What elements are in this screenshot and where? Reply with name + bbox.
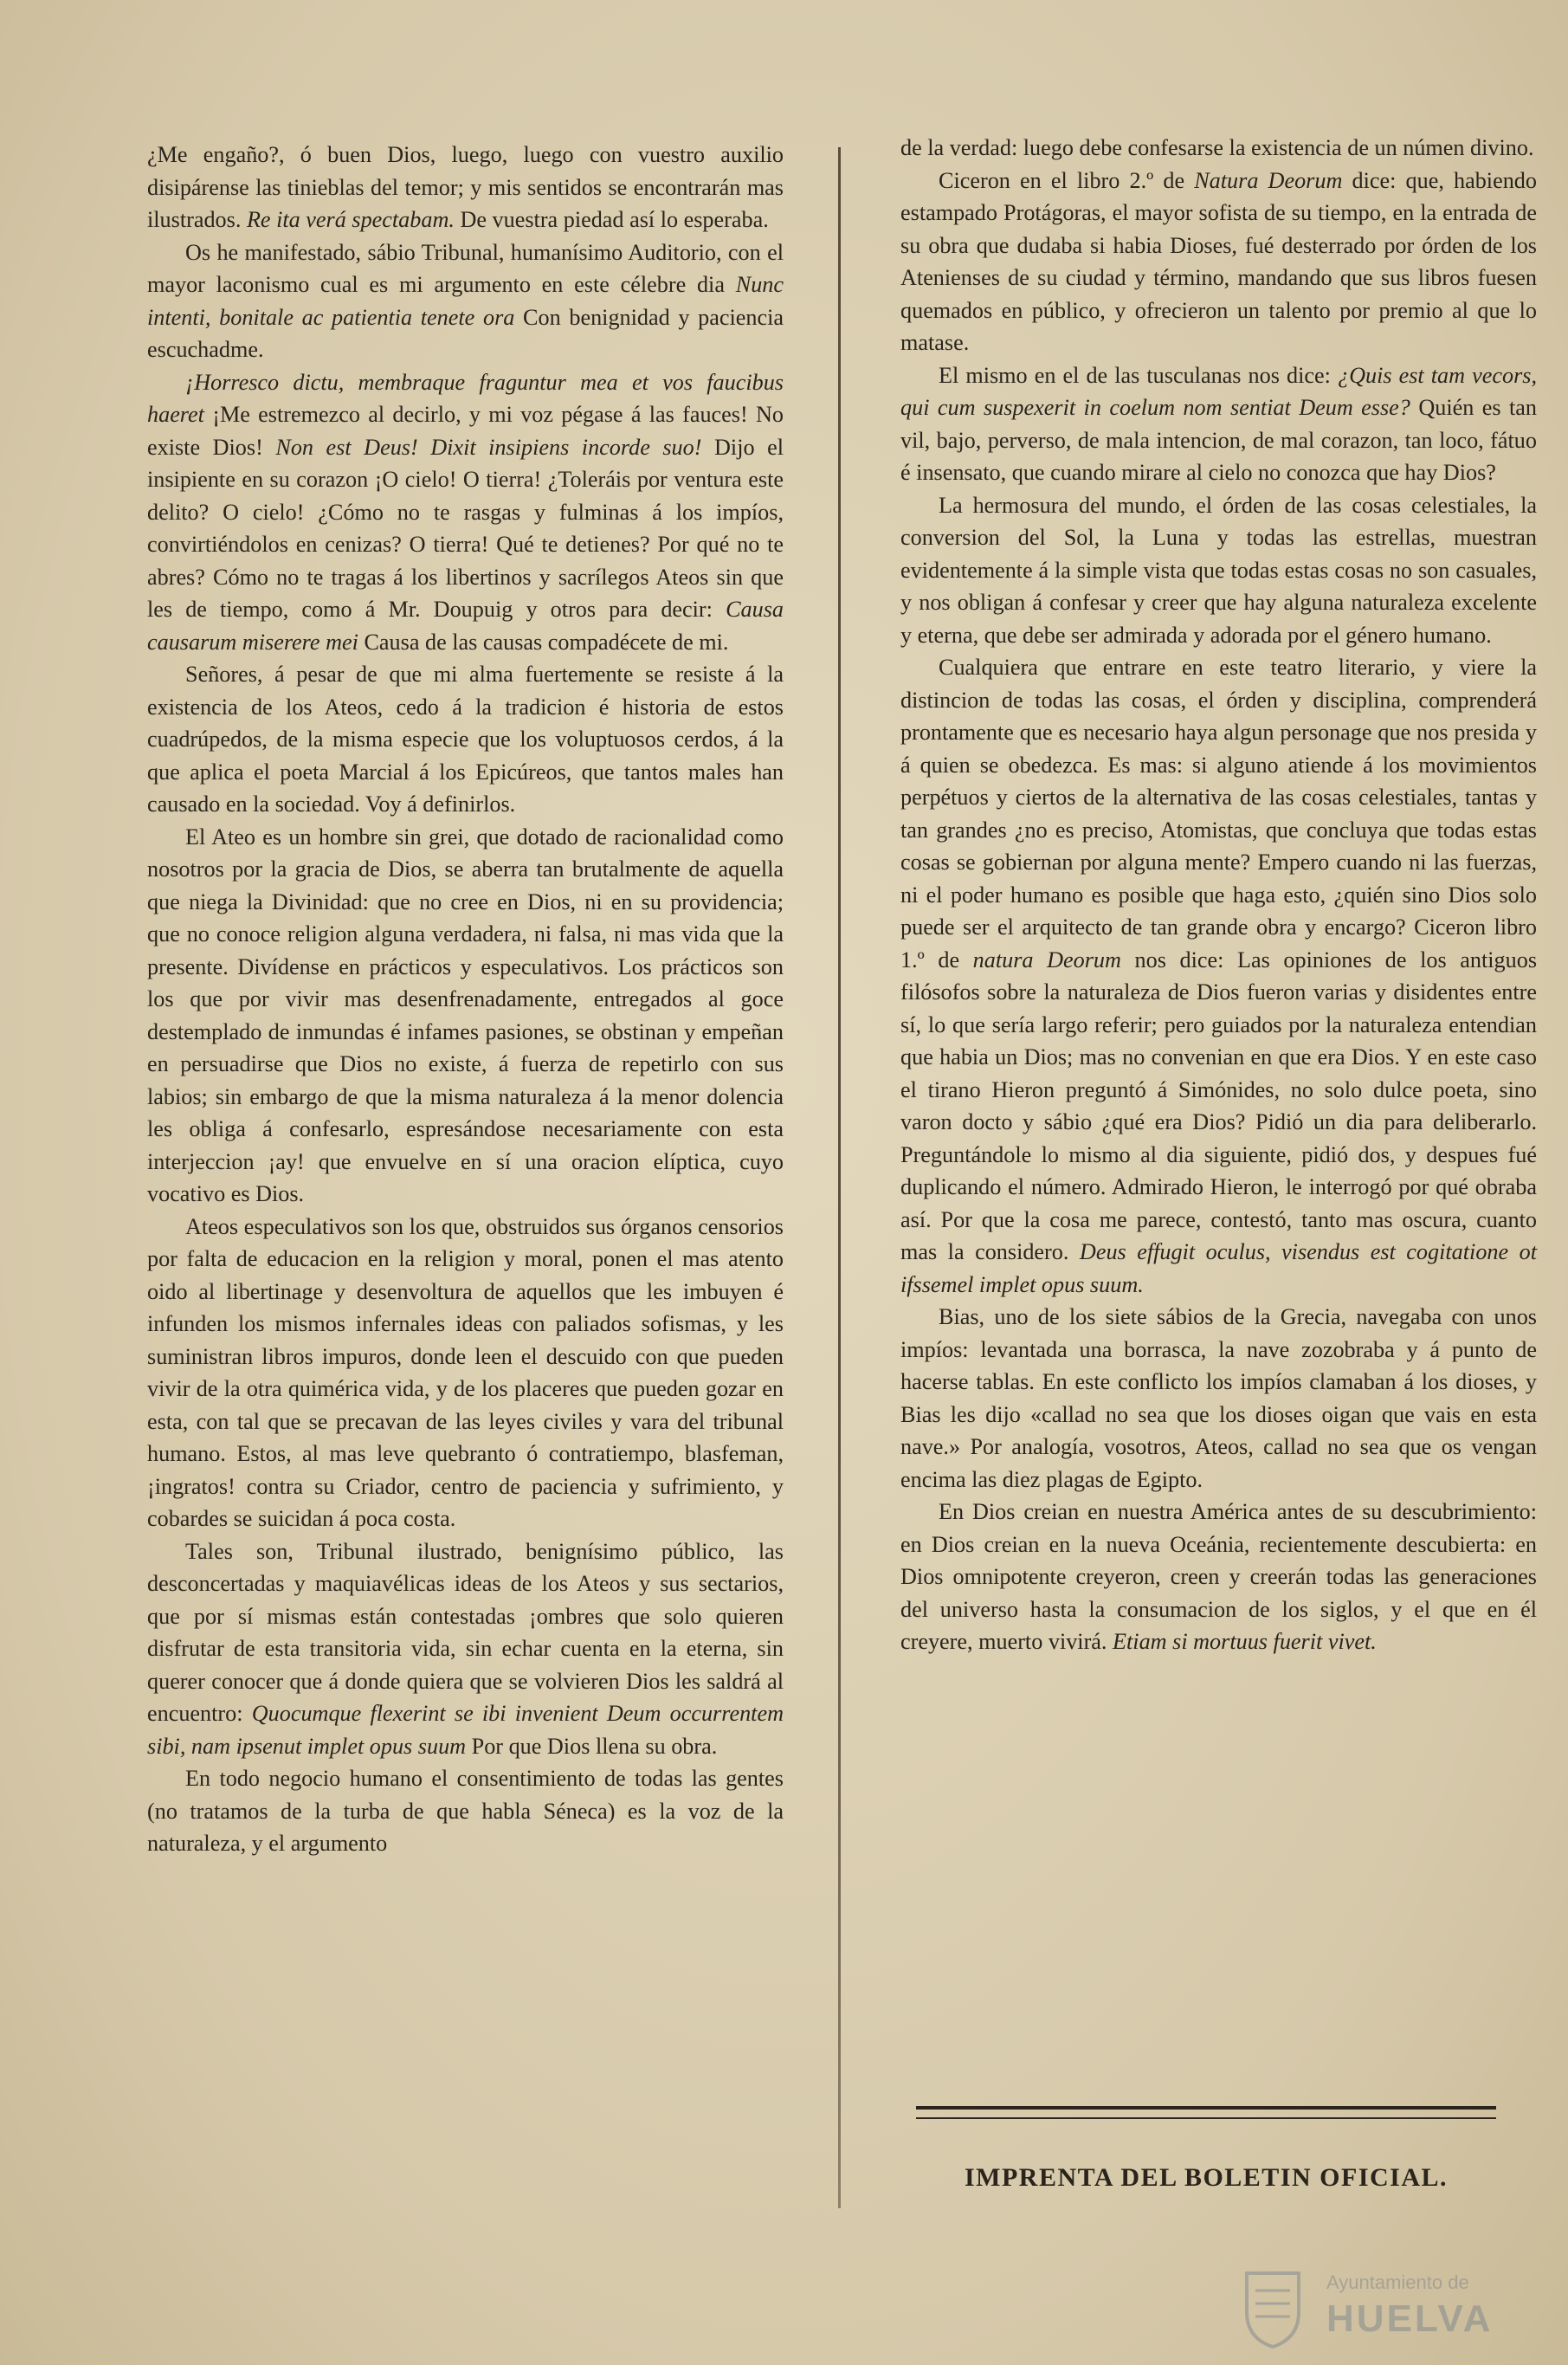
paragraph: En todo negocio humano el consentimiento de todas las gentes (no tratamos de la turba de que habla Séneca) es la voz de la naturaleza, y el argumento xyxy=(147,1766,784,1856)
right-column xyxy=(900,132,1537,1658)
footer-rule xyxy=(916,2106,1496,2119)
crest-icon xyxy=(1229,2265,1316,2351)
paragraph: Señores, á pesar de que mi alma fuertemente se resiste á la existencia de los Ateos, cedo á la tradicion é historia de estos cuadrúpedos, de la misma especie que los voluptuosos cerdos, á la que aplica el poeta Marcial á los Epicúreos, que tantos males han causado en la sociedad. Voy á definirlos. xyxy=(147,662,784,817)
watermark-line-2: HUELVA xyxy=(1326,2297,1494,2340)
paragraph: En Dios creian en nuestra América antes de su descubrimiento: en Dios creian en la nueva Oceánia, recientemente descubierta: en Dios omnipotente creyeron, creen y creerán todas las generaciones del universo hasta la consumacion de los siglos, y el que en él creyere, muerto vivirá. Etiam si mortuus fuerit vivet. xyxy=(900,1499,1537,1654)
paragraph: ¿Me engaño?, ó buen Dios, luego, luego con vuestro auxilio disipárense las tinieblas del temor; y mis sentidos se encontrarán mas ilustrados. Re ita verá spectabam. De vuestra piedad así lo esperaba. xyxy=(147,142,784,232)
column-divider xyxy=(838,147,841,2208)
paragraph: Ciceron en el libro 2.º de Natura Deorum dice: que, habiendo estampado Protágoras, el mayor sofista de su tiempo, en la entrada de su obra que dudaba si habia Dioses, fué desterrado por órden de los Atenienses de su ciudad y término, mandando que sus libros fuesen quemados en público, y ofrecieron un talento por premio al que lo matase. xyxy=(900,167,1537,355)
paragraph: El mismo en el de las tusculanas nos dice: ¿Quis est tam vecors, qui cum suspexerit in coelum nom sentiat Deum esse? Quién es tan vil, bajo, perverso, de mala intencion, de mal corazon, tan loco, fátuo é insensato, que cuando mirare al cielo no conozca que hay Dios? xyxy=(900,362,1537,485)
imprint-line: IMPRENTA DEL BOLETIN OFICIAL. xyxy=(964,2163,1449,2192)
paragraph: El Ateo es un hombre sin grei, que dotado de racionalidad como nosotros por la gracia de Dios, se aberra tan brutalmente de aquella que niega la Divinidad: que no cree en Dios, ni en su providencia; que no conoce religion alguna verdadera, ni falsa, ni mas vida que la presente. Divídense en prácticos y especulativos. Los prácticos son los que por vivir mas desenfrenadamente, entregados al goce destemplado de inmundas é infames pasiones, se obstinan y empeñan en persuadirse que Dios no existe, á fuerza de repetirlo con sus labios; sin embargo de que la misma naturaleza á la menor dolencia les obliga á confesarlo, espresándose necesariamente con esta interjeccion ¡ay! que envuelve en sí una oracion elíptica, cuyo vocativo es Dios. xyxy=(147,824,784,1206)
paragraph: Tales son, Tribunal ilustrado, benignísimo público, las desconcertadas y maquiavélicas ideas de los Ateos y sus sectarios, que por sí mismas están contestadas ¡ombres que solo quieren disfrutar de esta transitoria vida, sin echar cuenta en la eterna, sin querer conocer que á donde quiera que se volvieren Dios les saldrá al encuentro: Quocumque flexerint se ibi invenient Deum occurrentem sibi, nam ipsenut implet opus suum Por que Dios llena su obra. xyxy=(147,1538,784,1759)
paragraph: ¡Horresco dictu, membraque fraguntur mea et vos faucibus haeret ¡Me estremezco al decirlo, y mi voz pégase á las fauces! No existe Dios! Non est Deus! Dixit insipiens incorde suo! Dijo el insipiente en su corazon ¡O cielo! O tierra! ¿Toleráis por ventura este delito? O cielo! ¿Cómo no te rasgas y fulminas á los impíos, convirtiéndolos en cenizas? O tierra! Qué te detienes? Por qué no te abres? Cómo no te tragas á los libertinos y sacrílegos Ateos sin que les de tiempo, como á Mr. Doupuig y otros para decir: Causa causarum miserere mei Causa de las causas compadécete de mi. xyxy=(147,369,784,655)
paragraph: de la verdad: luego debe confesarse la existencia de un númen divino. xyxy=(900,135,1534,160)
left-column xyxy=(147,139,784,1860)
paragraph: Os he manifestado, sábio Tribunal, humanísimo Auditorio, con el mayor laconismo cual es mi argumento en este célebre dia Nunc intenti, bonitale ac patientia tenete ora Con benignidad y paciencia escuchadme. xyxy=(147,239,784,362)
paragraph: La hermosura del mundo, el órden de las cosas celestiales, la conversion del Sol, la Luna y todas las estrellas, muestran evidentemente á la simple vista que todas estas cosas no son casuales, y nos obligan á confesar y creer que hay alguna naturaleza excelente y eterna, que debe ser admirada y adorada por el género humano. xyxy=(900,492,1537,648)
paragraph: Cualquiera que entrare en este teatro literario, y viere la distincion de todas las cosas, el órden y disciplina, comprenderá prontamente que es necesario haya algun personage que nos presida y á quien se obedezca. Es mas: si alguno atiende á los movimientos perpétuos y ciertos de la alternativa de las cosas celestiales, tantas y tan grandes ¿no es preciso, Atomistas, que concluya que todas estas cosas se gobiernan por alguna mente? Empero cuando ni las fuerzas, ni el poder humano es posible que haga esto, ¿quién sino Dios solo puede ser el arquitecto de tan grande obra y encargo? Ciceron libro 1.º de natura Deorum nos dice: Las opiniones de los antiguos filósofos sobre la naturaleza de Dios fueron varias y disidentes entre sí, lo que sería largo referir; pero guiados por la naturaleza entendian que habia un Dios; mas no convenian en que era Dios. Y en este caso el tirano Hieron preguntó á Simónides, no solo dulce poeta, sino varon docto y sábio ¿qué era Dios? Pidió un dia para deliberarlo. Preguntándole lo mismo al dia siguiente, pidió dos, y despues fué duplicando el número. Admirado Hieron, le interrogó por qué obraba así. Por que la cosa me parece, contestó, tanto mas oscura, cuanto mas la considero. Deus effugit oculus, visendus est cogitatione ot ifssemel implet opus suum. xyxy=(900,655,1538,1297)
paragraph: Bias, uno de los siete sábios de la Grecia, navegaba con unos impíos: levantada una borrasca, la nave zozobraba y á punto de hacerse tablas. En este conflicto los impíos clamaban á los dioses, y Bias les dijo «callad no sea que los dioses oigan que vais en esta nave.» Por analogía, vosotros, Ateos, callad no sea que os vengan encima las diez plagas de Egipto. xyxy=(900,1304,1537,1492)
paragraph: Ateos especulativos son los que, obstruidos sus órganos censorios por falta de educacion en la religion y moral, ponen el mas atento oido al libertinage y desenvoltura de aquellos que les imbuyen é infunden los mismos infernales ideas con paliados sofismas, y les suministran libros impuros, donde leen el descuido con que pueden vivir de la otra quimérica vida, y de los placeres que pueden gozar en esta, con tal que se precavan de las leyes civiles y vara del tribunal humano. Estos, al mas leve quebranto ó contratiempo, blasfeman, ¡ingratos! contra su Criador, centro de paciencia y sufrimiento, y cobardes se suicidan á poca costa. xyxy=(147,1213,784,1531)
watermark-line-1: Ayuntamiento de xyxy=(1326,2271,1469,2293)
archive-watermark xyxy=(1229,2265,1558,2351)
